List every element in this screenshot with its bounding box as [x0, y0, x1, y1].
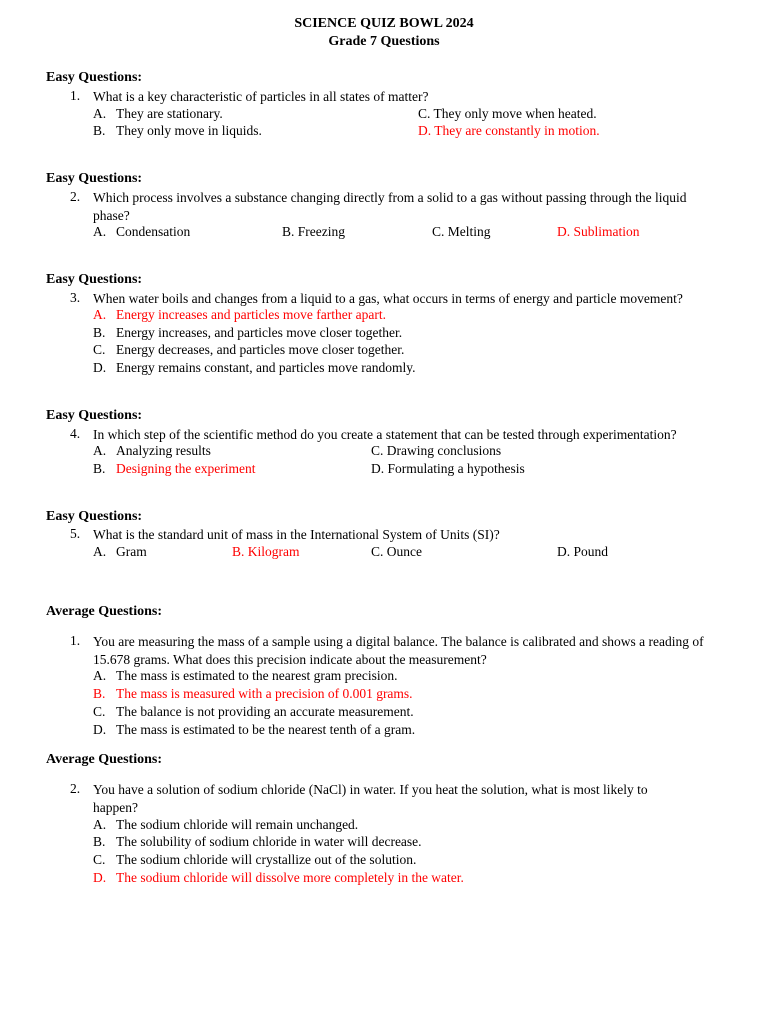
section-heading: Easy Questions:: [46, 171, 143, 186]
option-c: [93, 342, 404, 358]
option-text: The mass is measured with a precision of 0.001 grams.: [116, 686, 413, 701]
option-letter: B.: [93, 123, 106, 138]
option-d-correct-answer: [418, 123, 600, 139]
question-text: What is the standard unit of mass in the International System of Units (SI)?: [93, 527, 500, 542]
option-text: Energy decreases, and particles move closer together.: [116, 342, 405, 357]
option-c: [93, 704, 414, 720]
option-text: The sodium chloride will remain unchanged.: [116, 817, 359, 832]
option-a: [93, 817, 358, 833]
option-text: The mass is estimated to be the nearest tenth of a gram.: [116, 722, 416, 737]
option-letter: D.: [93, 360, 107, 375]
option-text: Drawing conclusions: [386, 443, 502, 458]
option-text: Energy increases, and particles move closer together.: [116, 325, 403, 340]
option-text: Energy remains constant, and particles move randomly.: [116, 360, 416, 375]
option-b: [93, 325, 402, 341]
option-text: The sodium chloride will crystallize out of the solution.: [116, 852, 417, 867]
option-letter: A.: [93, 224, 107, 239]
question-number: 4.: [70, 426, 81, 441]
option-text: The balance is not providing an accurate measurement.: [116, 704, 414, 719]
option-a: [93, 668, 398, 684]
option-letter: C.: [371, 443, 384, 458]
section-heading: Easy Questions:: [46, 70, 143, 85]
option-letter: B.: [93, 461, 106, 476]
question-text: What is a key characteristic of particles in all states of matter?: [93, 89, 429, 104]
option-letter: B.: [232, 544, 245, 559]
option-letter: B.: [93, 325, 106, 340]
option-b-correct-answer: [93, 686, 413, 702]
option-text: Freezing: [297, 224, 345, 239]
option-text: They only move in liquids.: [116, 123, 262, 138]
option-text: Analyzing results: [116, 443, 211, 458]
option-d: [93, 360, 416, 376]
option-letter: B.: [93, 686, 106, 701]
option-text: They are constantly in motion.: [434, 123, 600, 138]
option-text: The solubility of sodium chloride in water will decrease.: [116, 834, 422, 849]
option-a: [93, 106, 223, 122]
option-letter: C.: [93, 704, 106, 719]
section-heading: Easy Questions:: [46, 408, 143, 423]
option-letter: A.: [93, 817, 107, 832]
option-letter: D.: [371, 461, 385, 476]
question-text: You have a solution of sodium chloride (NaCl) in water. If you heat the solution, what is most likely to happen?: [93, 782, 648, 815]
section-heading: Average Questions:: [46, 604, 162, 619]
option-b-correct-answer: [232, 544, 300, 560]
option-d: [557, 544, 608, 560]
option-letter: D.: [93, 722, 107, 737]
question-text: Which process involves a substance changing directly from a solid to a gas without passing through the liquid phase?: [93, 190, 687, 223]
question-number: 5.: [70, 526, 81, 541]
option-letter: C.: [432, 224, 445, 239]
option-c: [371, 443, 501, 459]
option-text: Kilogram: [247, 544, 300, 559]
option-letter: A.: [93, 106, 107, 121]
option-a-correct-answer: [93, 307, 386, 323]
option-a: [93, 443, 211, 459]
option-d-correct-answer: [557, 224, 640, 240]
section-heading: Easy Questions:: [46, 509, 143, 524]
option-letter: C.: [93, 852, 106, 867]
option-c: [418, 106, 597, 122]
option-letter: A.: [93, 307, 107, 322]
option-text: The sodium chloride will dissolve more completely in the water.: [116, 870, 464, 885]
option-text: Ounce: [386, 544, 422, 559]
option-letter: B.: [93, 834, 106, 849]
question-number: 1.: [70, 88, 81, 103]
page-title: SCIENCE QUIZ BOWL 2024: [294, 16, 474, 31]
option-letter: B.: [282, 224, 295, 239]
option-b: [282, 224, 345, 240]
question-text: When water boils and changes from a liquid to a gas, what occurs in terms of energy and particle movement?: [93, 291, 683, 306]
option-letter: A.: [93, 544, 107, 559]
option-letter: C.: [93, 342, 106, 357]
question-number: 2.: [70, 781, 81, 796]
option-letter: D.: [557, 224, 571, 239]
page-subtitle: Grade 7 Questions: [328, 34, 440, 49]
option-d-correct-answer: [93, 870, 464, 886]
option-c: [371, 544, 422, 560]
option-c: [432, 224, 491, 240]
option-letter: A.: [93, 668, 107, 683]
section-heading: Easy Questions:: [46, 272, 143, 287]
option-letter: D.: [557, 544, 571, 559]
option-text: Energy increases and particles move farther apart.: [116, 307, 386, 322]
option-letter: D.: [93, 870, 107, 885]
option-text: They only move when heated.: [433, 106, 597, 121]
option-letter: C.: [418, 106, 431, 121]
section-heading: Average Questions:: [46, 752, 162, 767]
option-letter: A.: [93, 443, 107, 458]
option-text: Formulating a hypothesis: [387, 461, 525, 476]
option-c: [93, 852, 416, 868]
question-text: You are measuring the mass of a sample using a digital balance. The balance is calibrated and shows a reading of 15.678 grams. What does this precision indicate about the measurement?: [93, 634, 704, 667]
option-text: Sublimation: [573, 224, 640, 239]
option-text: Gram: [116, 544, 147, 559]
option-text: Pound: [573, 544, 609, 559]
option-a: [93, 544, 147, 560]
option-text: They are stationary.: [116, 106, 223, 121]
option-text: The mass is estimated to the nearest gram precision.: [116, 668, 398, 683]
option-b-correct-answer: [93, 461, 255, 477]
question-text: In which step of the scientific method do you create a statement that can be tested through experimentation?: [93, 427, 677, 442]
option-text: Melting: [447, 224, 491, 239]
option-a: [93, 224, 190, 240]
option-d: [93, 722, 415, 738]
option-b: [93, 123, 262, 139]
question-number: 3.: [70, 290, 81, 305]
option-text: Designing the experiment: [116, 461, 256, 476]
question-number: 2.: [70, 189, 81, 204]
option-letter: C.: [371, 544, 384, 559]
option-b: [93, 834, 422, 850]
option-d: [371, 461, 525, 477]
option-letter: D.: [418, 123, 432, 138]
question-number: 1.: [70, 633, 81, 648]
option-text: Condensation: [116, 224, 191, 239]
